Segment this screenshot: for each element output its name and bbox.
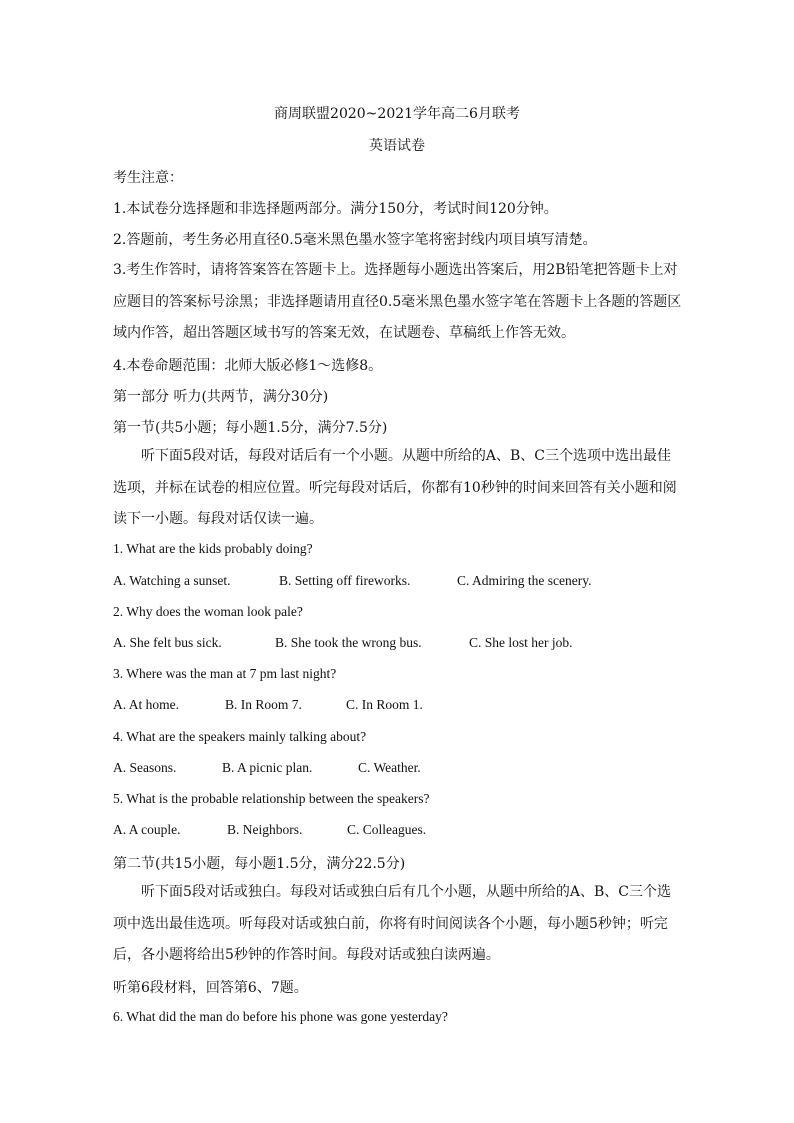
section2-heading: 第二节(共15小题，每小题1.5分，满分22.5分) xyxy=(113,856,406,872)
option-b: B. She took the wrong bus. xyxy=(275,635,422,650)
question-1-options xyxy=(113,573,591,589)
option-a: A. At home. xyxy=(113,697,179,712)
question-3-options xyxy=(113,697,423,713)
option-a: A. Watching a sunset. xyxy=(113,573,231,588)
option-c: C. In Room 1. xyxy=(346,697,423,712)
option-b: B. A picnic plan. xyxy=(222,760,313,775)
exam-title: 商周联盟2020~2021学年高二6月联考 xyxy=(274,106,520,122)
question-4-options xyxy=(113,760,421,776)
option-b: B. Neighbors. xyxy=(227,822,303,837)
material-6-instruction: 听第6段材料，回答第6、7题。 xyxy=(113,980,308,996)
notice-item-1: 1.本试卷分选择题和非选择题两部分。满分150分，考试时间120分钟。 xyxy=(113,201,558,217)
notice-item-3: 3.考生作答时，请将答案答在答题卡上。选择题每小题选出答案后，用2B铅笔把答题卡上对应题目的答案标号涂黑；非选择题请用直径0.5毫米黑色墨水签字笔在答题卡上各题的答题区域内作答，超出答题区域书写的答案无效，在试题卷、草稿纸上作答无效。 xyxy=(113,262,682,341)
option-a: A. A couple. xyxy=(113,822,181,837)
section1-heading: 第一节(共5小题；每小题1.5分，满分7.5分) xyxy=(113,420,388,436)
question-2-options xyxy=(113,635,573,651)
question-5: 5. What is the probable relationship between the speakers? xyxy=(113,791,430,806)
question-1: 1. What are the kids probably doing? xyxy=(113,541,313,556)
option-a: A. She felt bus sick. xyxy=(113,635,222,650)
option-b: B. Setting off fireworks. xyxy=(279,573,411,588)
option-b: B. In Room 7. xyxy=(225,697,302,712)
option-c: C. Weather. xyxy=(358,760,421,775)
question-5-options xyxy=(113,822,426,838)
notice-item-2: 2.答题前，考生务必用直径0.5毫米黑色墨水签字笔将密封线内项目填写清楚。 xyxy=(113,232,597,248)
question-3: 3. Where was the man at 7 pm last night? xyxy=(113,666,337,681)
question-2: 2. Why does the woman look pale? xyxy=(113,604,303,619)
part1-heading: 第一部分 听力(共两节，满分30分) xyxy=(113,389,329,405)
option-c: C. Admiring the scenery. xyxy=(457,573,592,588)
exam-subtitle: 英语试卷 xyxy=(369,138,425,154)
section2-instructions: 听下面5段对话或独白。每段对话或独白后有几个小题，从题中所给的A、B、C三个选项中选出最佳选项。听每段对话或独白前，你将有时间阅读各个小题，每小题5秒钟；听完后，各小题将给出5秒钟的作答时间。每段对话或独白读两遍。 xyxy=(113,884,672,963)
option-a: A. Seasons. xyxy=(113,760,177,775)
option-c: C. Colleagues. xyxy=(347,822,427,837)
option-c: C. She lost her job. xyxy=(469,635,573,650)
notice-heading: 考生注意： xyxy=(113,170,183,186)
section1-instructions: 听下面5段对话，每段对话后有一个小题。从题中所给的A、B、C三个选项中选出最佳选项，并标在试卷的相应位置。听完每段对话后，你都有10秒钟的时间来回答有关小题和阅读下一小题。每段对话仅读一遍。 xyxy=(113,448,677,527)
notice-item-4: 4.本卷命题范围：北师大版必修1～选修8。 xyxy=(113,358,383,374)
question-4: 4. What are the speakers mainly talking about? xyxy=(113,729,367,744)
question-6: 6. What did the man do before his phone was gone yesterday? xyxy=(113,1009,448,1024)
